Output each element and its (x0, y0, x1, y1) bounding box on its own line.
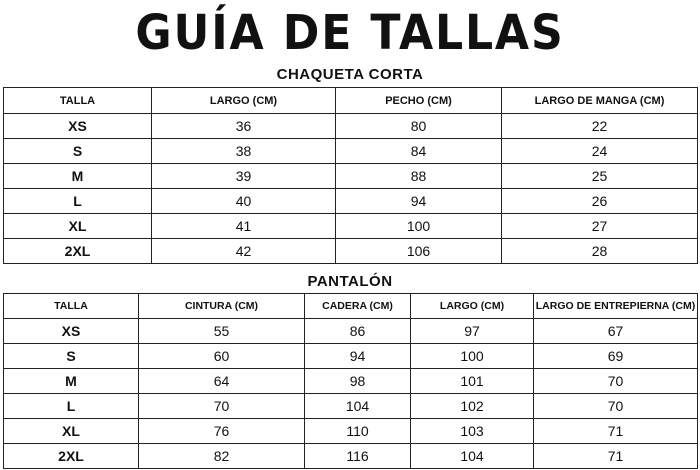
table-cell: 80 (336, 114, 502, 139)
table-cell: 100 (411, 344, 534, 369)
pants-heading: PANTALÓN (307, 273, 393, 290)
table-row (4, 344, 698, 369)
table-cell: 27 (502, 214, 698, 239)
size-cell: XS (4, 114, 152, 139)
table-cell: 104 (411, 444, 534, 469)
column-header: TALLA (4, 294, 139, 319)
table-cell: 24 (502, 139, 698, 164)
pants-size-table (3, 293, 698, 469)
table-cell: 116 (305, 444, 411, 469)
column-header: LARGO DE ENTREPIERNA (CM) (534, 294, 698, 319)
table-cell: 71 (534, 444, 698, 469)
table-cell: 97 (411, 319, 534, 344)
page-title: GUÍA DE TALLAS (135, 5, 565, 61)
table-row (4, 419, 698, 444)
table-cell: 22 (502, 114, 698, 139)
size-cell: L (4, 189, 152, 214)
jacket-size-table (3, 87, 698, 264)
table-cell: 41 (152, 214, 336, 239)
table-cell: 94 (305, 344, 411, 369)
table-row (4, 369, 698, 394)
size-cell: L (4, 394, 139, 419)
column-header: TALLA (4, 88, 152, 114)
column-header: CADERA (CM) (305, 294, 411, 319)
table-cell: 70 (534, 369, 698, 394)
table-header-row (4, 88, 698, 114)
column-header: CINTURA (CM) (139, 294, 305, 319)
table-cell: 69 (534, 344, 698, 369)
column-header: LARGO (CM) (411, 294, 534, 319)
table-row (4, 394, 698, 419)
table-row (4, 189, 698, 214)
table-row (4, 114, 698, 139)
size-cell: 2XL (4, 444, 139, 469)
size-cell: XL (4, 214, 152, 239)
table-cell: 76 (139, 419, 305, 444)
table-cell: 106 (336, 239, 502, 264)
table-header-row (4, 294, 698, 319)
table-cell: 110 (305, 419, 411, 444)
table-cell: 104 (305, 394, 411, 419)
column-header: PECHO (CM) (336, 88, 502, 114)
table-cell: 60 (139, 344, 305, 369)
table-row (4, 319, 698, 344)
size-cell: S (4, 139, 152, 164)
size-cell: S (4, 344, 139, 369)
table-cell: 84 (336, 139, 502, 164)
table-cell: 39 (152, 164, 336, 189)
table-cell: 42 (152, 239, 336, 264)
jacket-heading: CHAQUETA CORTA (276, 66, 424, 83)
table-cell: 25 (502, 164, 698, 189)
table-cell: 64 (139, 369, 305, 394)
column-header: LARGO (CM) (152, 88, 336, 114)
table-row (4, 444, 698, 469)
table-cell: 82 (139, 444, 305, 469)
table-cell: 101 (411, 369, 534, 394)
table-cell: 40 (152, 189, 336, 214)
size-cell: 2XL (4, 239, 152, 264)
table-cell: 94 (336, 189, 502, 214)
table-row (4, 139, 698, 164)
table-cell: 67 (534, 319, 698, 344)
size-cell: M (4, 369, 139, 394)
table-cell: 102 (411, 394, 534, 419)
table-cell: 26 (502, 189, 698, 214)
size-cell: XL (4, 419, 139, 444)
table-cell: 28 (502, 239, 698, 264)
table-row (4, 239, 698, 264)
table-cell: 86 (305, 319, 411, 344)
table-cell: 88 (336, 164, 502, 189)
column-header: LARGO DE MANGA (CM) (502, 88, 698, 114)
table-cell: 70 (534, 394, 698, 419)
table-cell: 70 (139, 394, 305, 419)
table-row (4, 214, 698, 239)
table-cell: 98 (305, 369, 411, 394)
table-cell: 55 (139, 319, 305, 344)
size-cell: XS (4, 319, 139, 344)
table-cell: 36 (152, 114, 336, 139)
table-cell: 103 (411, 419, 534, 444)
size-cell: M (4, 164, 152, 189)
table-cell: 71 (534, 419, 698, 444)
table-row (4, 164, 698, 189)
table-cell: 38 (152, 139, 336, 164)
table-cell: 100 (336, 214, 502, 239)
